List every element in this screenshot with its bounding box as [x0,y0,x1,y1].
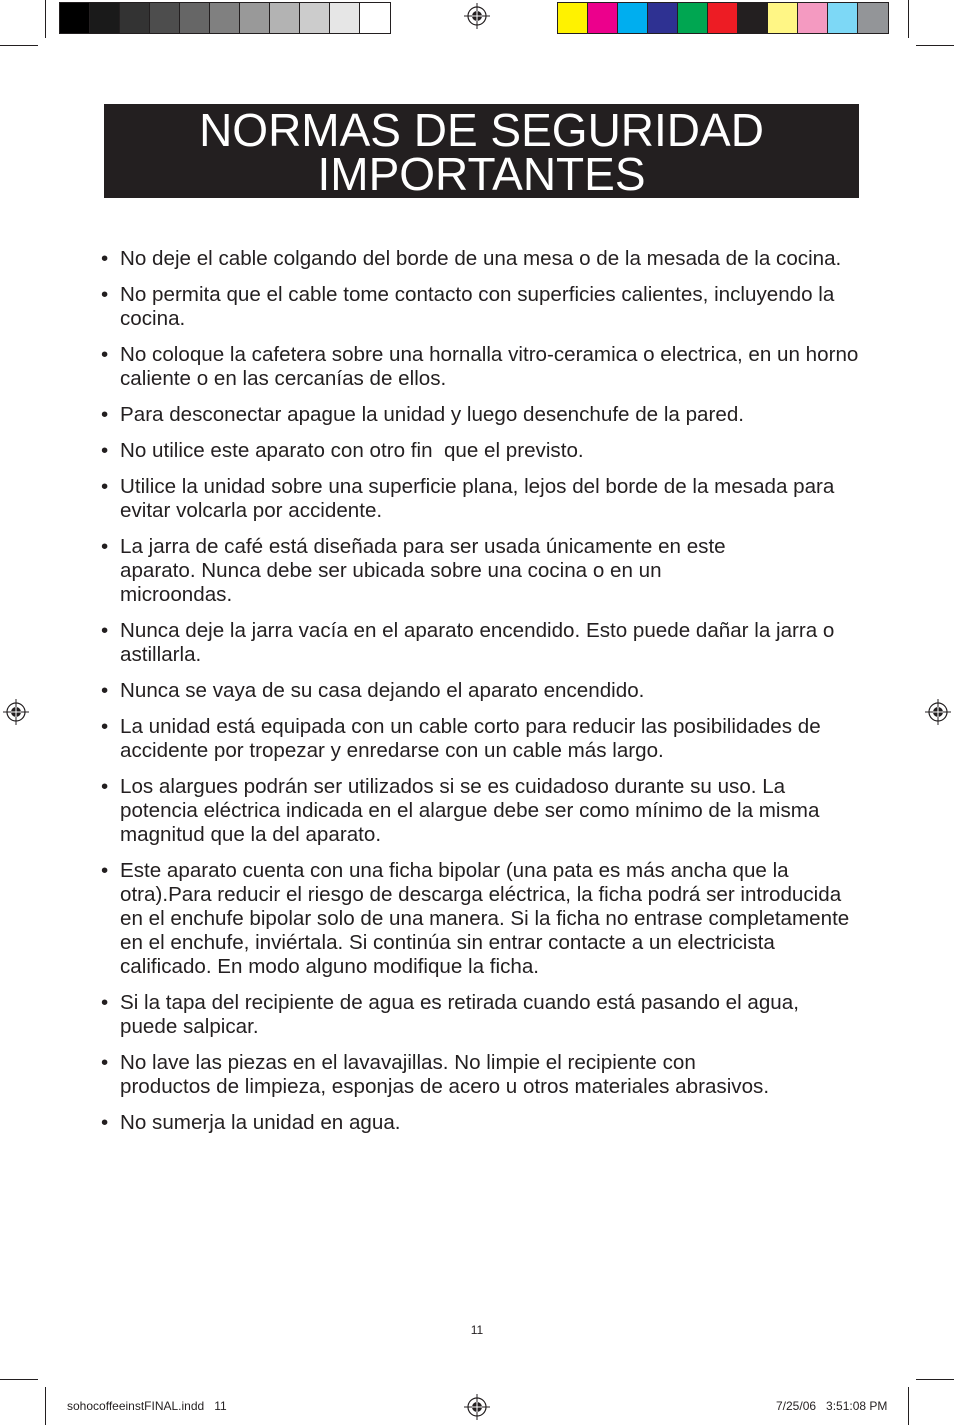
list-item-text: No permita que el cable tome contacto con superficies calientes, incluyendo la cocina. [120,283,835,330]
list-item [101,1111,861,1135]
grayscale-color-bar [59,2,391,34]
title-line-2: IMPORTANTES [317,148,646,200]
crop-mark-top-left-h [0,45,38,46]
crop-mark-bottom-right-h [916,1379,954,1380]
color-swatch [588,3,618,33]
process-color-bar [557,2,889,34]
list-item-text: No sumerja la unidad en agua. [120,1111,401,1134]
list-item [101,715,861,763]
list-item [101,619,861,667]
color-swatch [678,3,708,33]
crop-mark-top-right-v [908,0,909,38]
color-swatch [648,3,678,33]
color-swatch [798,3,828,33]
gray-swatch [360,3,390,33]
bullet-icon: • [101,991,109,1014]
list-item-text: Los alargues podrán ser utilizados si se es cuidadoso durante su uso. La potencia eléctrica indicada en el alargue debe ser como mínimo de la misma magnitud que la del aparato. [120,775,820,846]
safety-rules-list [101,247,861,1147]
registration-mark-icon [3,699,29,725]
list-item [101,283,861,331]
bullet-icon: • [101,535,109,558]
list-item-text: Si la tapa del recipiente de agua es retirada cuando está pasando el agua, puede salpicar. [120,991,799,1038]
bullet-icon: • [101,619,109,642]
gray-swatch [60,3,90,33]
gray-swatch [240,3,270,33]
registration-mark-icon [925,699,951,725]
bullet-icon: • [101,439,109,462]
list-item-text: No deje el cable colgando del borde de una mesa o de la mesada de la cocina. [120,247,842,270]
list-item [101,475,861,523]
list-item [101,679,861,703]
color-swatch [738,3,768,33]
bullet-icon: • [101,475,109,498]
list-item [101,343,861,391]
title-line-1: NORMAS DE SEGURIDAD [199,104,764,156]
gray-swatch [90,3,120,33]
gray-swatch [300,3,330,33]
gray-swatch [270,3,300,33]
list-item [101,991,861,1039]
page-title [104,104,859,198]
registration-mark-icon [464,1394,490,1420]
color-swatch [858,3,888,33]
bullet-icon: • [101,343,109,366]
gray-swatch [180,3,210,33]
slug-timestamp: 7/25/06 3:51:08 PM [776,1399,888,1413]
color-swatch [828,3,858,33]
bullet-icon: • [101,679,109,702]
color-swatch [768,3,798,33]
crop-mark-bottom-left-v [45,1387,46,1425]
list-item-text: No lave las piezas en el lavavajillas. No limpie el recipiente con productos de limpieza, esponjas de acero u otros materiales abrasivos. [120,1051,770,1098]
bullet-icon: • [101,283,109,306]
list-item [101,1051,861,1099]
list-item-text: No utilice este aparato con otro fin que el previsto. [120,439,584,462]
color-swatch [618,3,648,33]
gray-swatch [150,3,180,33]
bullet-icon: • [101,859,109,882]
bullet-icon: • [101,775,109,798]
crop-mark-top-left-v [45,0,46,38]
list-item [101,247,861,271]
list-item-text: Nunca se vaya de su casa dejando el aparato encendido. [120,679,645,702]
bullet-icon: • [101,1111,109,1134]
list-item-text: La jarra de café está diseñada para ser usada únicamente en este aparato. Nunca debe ser ubicada sobre una cocina o en un microondas. [120,535,726,606]
list-item [101,859,861,979]
list-item-text: Utilice la unidad sobre una superficie plana, lejos del borde de la mesada para evitar volcarla por accidente. [120,475,835,522]
list-item-text: No coloque la cafetera sobre una hornalla vitro-ceramica o electrica, en un horno caliente o en las cercanías de ellos. [120,343,859,390]
list-item [101,439,861,463]
list-item-text: La unidad está equipada con un cable corto para reducir las posibilidades de accidente por tropezar y enredarse con un cable más largo. [120,715,821,762]
page-number: 11 [470,1323,484,1337]
crop-mark-bottom-right-v [908,1387,909,1425]
bullet-icon: • [101,1051,109,1074]
gray-swatch [210,3,240,33]
registration-mark-icon [464,3,490,29]
list-item [101,535,861,607]
bullet-icon: • [101,403,109,426]
color-swatch [558,3,588,33]
list-item-text: Nunca deje la jarra vacía en el aparato encendido. Esto puede dañar la jarra o astillarla. [120,619,835,666]
list-item [101,403,861,427]
list-item [101,775,861,847]
list-item-text: Este aparato cuenta con una ficha bipolar (una pata es más ancha que la otra).Para reducir el riesgo de descarga eléctrica, la ficha podrá ser introducida en el enchufe bipolar solo de una manera. Si la ficha no entrase completamente en el enchufe, inviértala. Si continúa sin entrar contacte a un electricista calificado. En modo alguno modifique la ficha. [120,859,850,978]
gray-swatch [330,3,360,33]
bullet-icon: • [101,715,109,738]
crop-mark-bottom-left-h [0,1379,38,1380]
color-swatch [708,3,738,33]
crop-mark-top-right-h [916,45,954,46]
slug-filename: sohocoffeeinstFINAL.indd 11 [67,1399,227,1413]
gray-swatch [120,3,150,33]
list-item-text: Para desconectar apague la unidad y luego desenchufe de la pared. [120,403,744,426]
bullet-icon: • [101,247,109,270]
